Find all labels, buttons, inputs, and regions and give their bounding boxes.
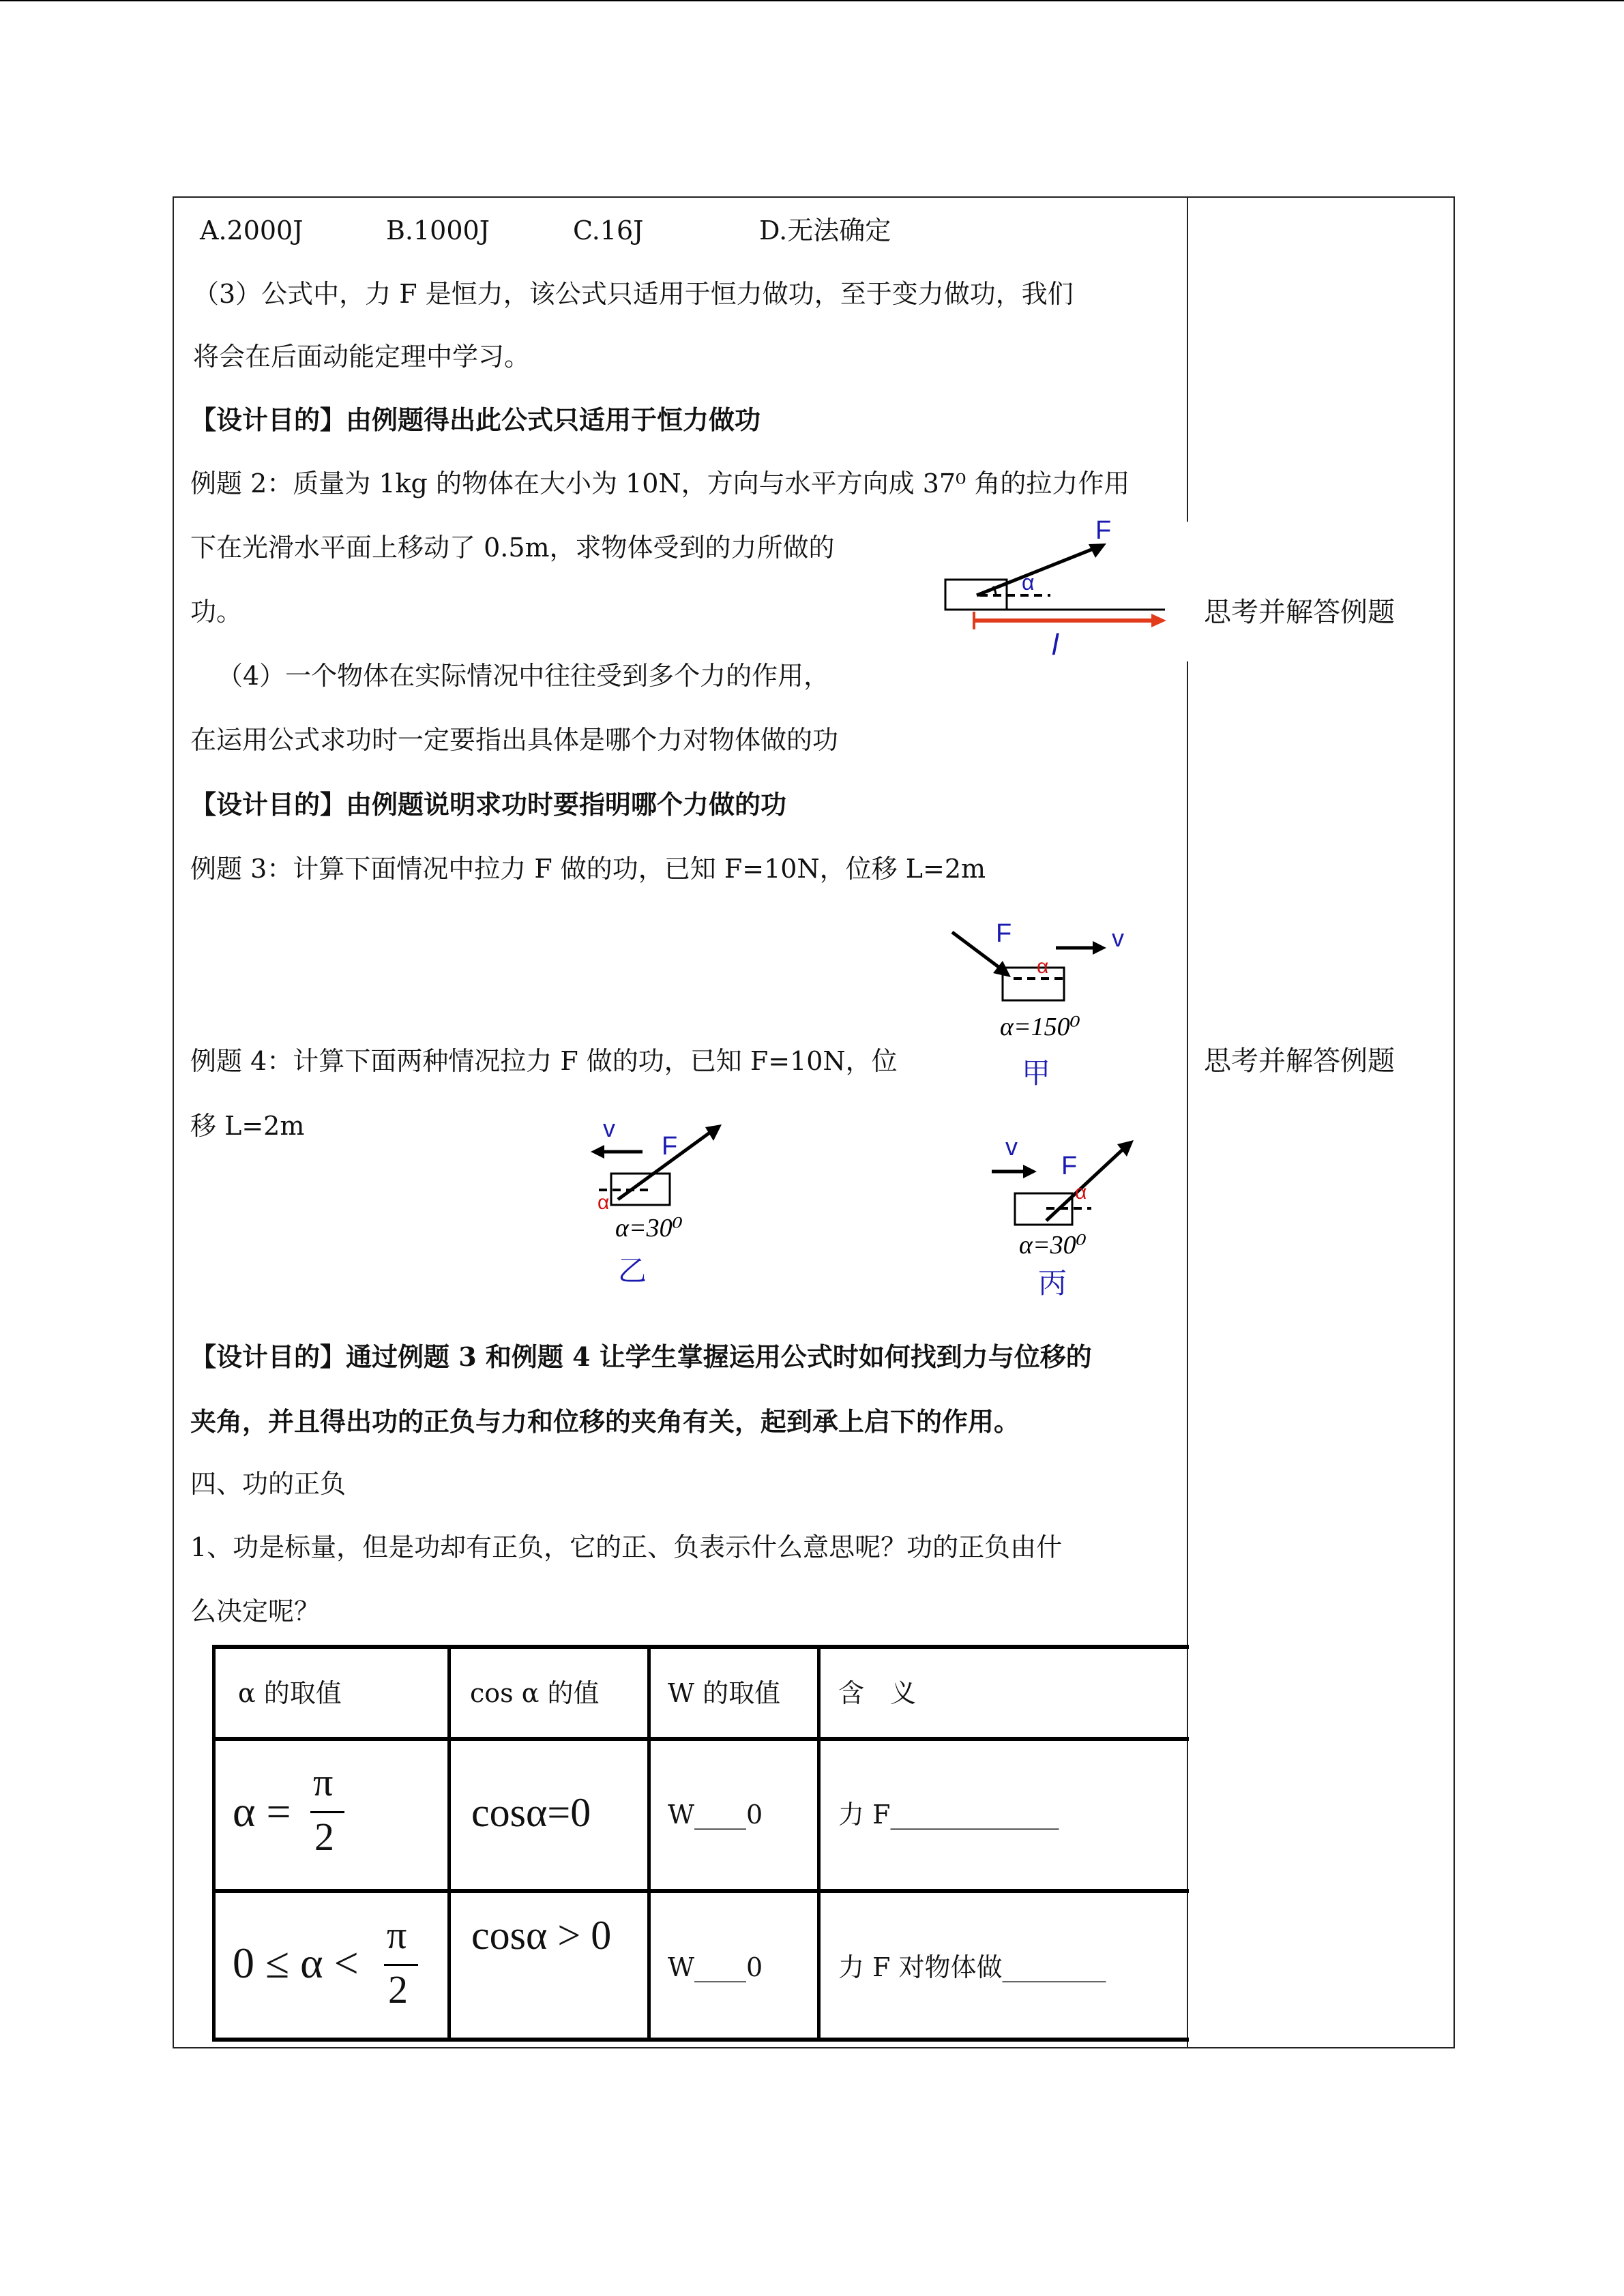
option-d: D.无法确定 xyxy=(759,215,891,245)
caption: 丙 xyxy=(1038,1267,1067,1299)
figure-jia xyxy=(948,917,1146,1094)
divider-gap xyxy=(1183,522,1193,661)
row1-w: W____0 xyxy=(668,1800,763,1830)
table-col-rule-2 xyxy=(647,1645,651,2042)
option-b: B.1000J xyxy=(386,215,490,245)
header-alpha: α 的取值 xyxy=(238,1678,342,1708)
velocity-label: v xyxy=(1112,924,1124,952)
design-purpose-3-line2: 夹角，并且得出功的正负与力和位移的夹角有关，起到承上启下的作用。 xyxy=(190,1406,1020,1437)
table-row-rule xyxy=(212,1889,1189,1893)
angle-label: α xyxy=(1022,570,1035,595)
caption: 甲 xyxy=(1022,1057,1051,1089)
block xyxy=(1003,968,1064,1000)
row1-meaning: 力 F_____________ xyxy=(838,1800,1059,1830)
design-purpose-1: 【设计目的】由例题得出此公式只适用于恒力做功 xyxy=(190,404,761,435)
row2-alpha-prefix: 0 ≤ α < xyxy=(233,1939,359,1987)
figure-bing xyxy=(982,1132,1146,1302)
row1-cos: cosα=0 xyxy=(471,1790,591,1835)
side-note-a: 思考并解答例题 xyxy=(1204,597,1395,628)
table-top-rule xyxy=(212,1645,1189,1649)
force-arrow xyxy=(952,932,1001,969)
row2-alpha-numerator: π xyxy=(387,1913,407,1957)
q1-line2: 么决定呢？ xyxy=(190,1596,321,1626)
caption: 乙 xyxy=(618,1255,647,1287)
velocity-label: v xyxy=(1005,1133,1018,1161)
note4-line2: 在运用公式求功时一定要指出具体是哪个力对物体做的功 xyxy=(190,725,839,755)
displacement-arrowhead xyxy=(1151,614,1166,627)
example2-line3: 功。 xyxy=(190,597,243,627)
q1-line1: 1、功是标量，但是功却有正负，它的正、负表示什么意思呢？功的正负由什 xyxy=(190,1532,1063,1562)
row1-alpha-numerator: π xyxy=(313,1760,334,1804)
example4-line1: 例题 4：计算下面两种情况拉力 F 做的功，已知 F=10N，位 xyxy=(190,1046,898,1076)
velocity-arrowhead xyxy=(1023,1165,1037,1178)
velocity-arrowhead xyxy=(1093,941,1106,955)
side-note-b: 思考并解答例题 xyxy=(1204,1045,1395,1077)
table-col-rule-0 xyxy=(212,1645,216,2042)
force-label: F xyxy=(1095,516,1112,545)
row1-alpha-denominator: 2 xyxy=(314,1815,334,1859)
displacement-label: l xyxy=(1052,628,1059,661)
velocity-label: v xyxy=(603,1114,615,1142)
row2-alpha-denominator: 2 xyxy=(388,1967,408,2012)
angle-label: α xyxy=(1037,955,1049,978)
force-label: F xyxy=(1061,1152,1078,1180)
example3-line: 例题 3：计算下面情况中拉力 F 做的功，已知 F=10N，位移 L=2m xyxy=(190,854,986,884)
note3-line2: 将会在后面动能定理中学习。 xyxy=(193,342,531,372)
option-a: A.2000J xyxy=(200,215,304,245)
figure-yi xyxy=(587,1115,750,1292)
header-meaning: 含 义 xyxy=(838,1678,917,1708)
table-col-rule-3 xyxy=(817,1645,821,2042)
force-label: F xyxy=(662,1132,678,1161)
row2-fraction-bar xyxy=(384,1964,418,1966)
velocity-arrowhead xyxy=(591,1145,604,1159)
alpha-table xyxy=(212,1645,1189,2042)
row2-w: W____0 xyxy=(668,1952,763,1982)
table-header-rule xyxy=(212,1737,1189,1741)
option-c: C.16J xyxy=(573,215,644,245)
example4-line2: 移 L=2m xyxy=(190,1111,305,1141)
force-label: F xyxy=(996,919,1012,948)
example2-figure xyxy=(934,518,1180,665)
angle-value: α=150⁰ xyxy=(1000,1013,1080,1041)
example2-line2: 下在光滑水平面上移动了 0.5m，求物体受到的力所做的 xyxy=(190,533,835,563)
angle-value: α=30⁰ xyxy=(1019,1231,1087,1259)
header-w: W 的取值 xyxy=(668,1678,781,1708)
row2-cos: cosα > 0 xyxy=(471,1913,612,1958)
table-bottom-rule xyxy=(212,2038,1189,2042)
design-purpose-2: 【设计目的】由例题说明求功时要指明哪个力做的功 xyxy=(190,789,787,820)
page-top-border xyxy=(0,0,1624,1)
row1-alpha-prefix: α = xyxy=(233,1787,291,1836)
note3-line1: （3）公式中，力 F 是恒力，该公式只适用于恒力做功，至于变力做功，我们 xyxy=(193,279,1074,309)
angle-label: α xyxy=(597,1191,610,1214)
design-purpose-3-line1: 【设计目的】通过例题 3 和例题 4 让学生掌握运用公式时如何找到力与位移的 xyxy=(190,1341,1092,1372)
section4-title: 四、功的正负 xyxy=(190,1469,346,1499)
header-cos: cos α 的值 xyxy=(470,1678,600,1708)
angle-value: α=30⁰ xyxy=(615,1214,683,1242)
answer-options xyxy=(200,215,303,246)
note4-line1: （4）一个物体在实际情况中往往受到多个力的作用， xyxy=(217,661,830,691)
example2-line1: 例题 2：质量为 1kg 的物体在大小为 10N，方向与水平方向成 37⁰ 角的拉力作用 xyxy=(190,468,1130,498)
angle-label: α xyxy=(1075,1181,1087,1204)
row2-meaning: 力 F 对物体做________ xyxy=(838,1952,1106,1982)
table-col-rule-1 xyxy=(447,1645,451,2042)
row1-fraction-bar xyxy=(310,1811,344,1813)
